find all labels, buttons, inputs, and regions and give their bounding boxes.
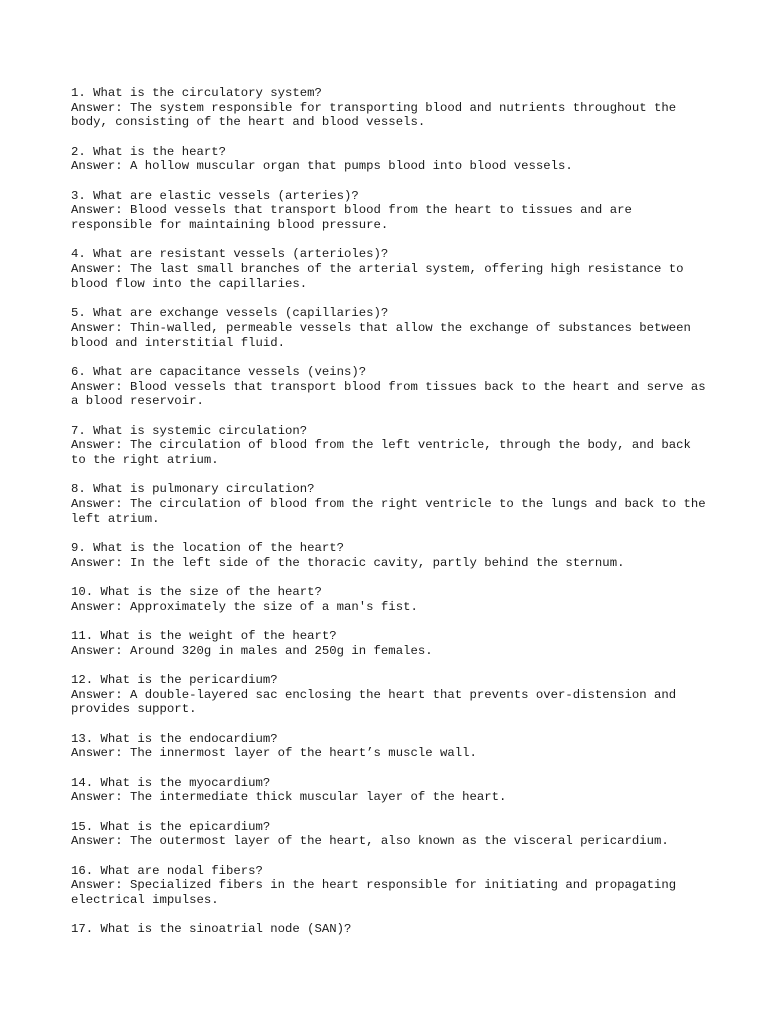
qa-item-2 [71, 145, 711, 174]
answer: Answer: Specialized fibers in the heart responsible for initiating and propagating electrical impulses. [71, 878, 684, 908]
question: 11. What is the weight of the heart? [71, 628, 337, 643]
qa-item-7 [71, 424, 711, 468]
answer: Answer: Blood vessels that transport blood from tissues back to the heart and serve as a blood reservoir. [71, 379, 714, 409]
answer: Answer: The outermost layer of the heart, also known as the visceral pericardium. [71, 834, 669, 849]
question: 5. What are exchange vessels (capillaries)? [71, 306, 389, 321]
question: 13. What is the endocardium? [71, 731, 278, 746]
qa-item-15 [71, 820, 711, 849]
answer: Answer: The system responsible for transporting blood and nutrients throughout the body, consisting of the heart and blood vessels. [71, 100, 684, 130]
answer: Answer: The intermediate thick muscular layer of the heart. [71, 790, 507, 805]
answer: Answer: The circulation of blood from the left ventricle, through the body, and back to the right atrium. [71, 438, 699, 467]
qa-item-6 [71, 364, 714, 409]
qa-item-14 [71, 776, 711, 805]
question: 16. What are nodal fibers? [71, 863, 263, 878]
answer: Answer: The innermost layer of the heart’s muscle wall. [71, 746, 477, 761]
question: 6. What are capacitance vessels (veins)? [71, 364, 367, 379]
qa-item-3 [71, 189, 711, 233]
qa-item-5 [71, 306, 711, 350]
qa-item-12 [71, 673, 711, 717]
answer: Answer: Around 320g in males and 250g in females. [71, 643, 433, 658]
qa-item-9 [71, 541, 711, 570]
qa-item-11 [71, 629, 711, 658]
qa-item-13 [71, 732, 711, 761]
question: 8. What is pulmonary circulation? [71, 482, 315, 497]
question: 4. What are resistant vessels (arterioles)? [71, 247, 389, 262]
answer: Answer: The circulation of blood from the right ventricle to the lungs and back to the left atrium. [71, 496, 714, 526]
answer: Answer: The last small branches of the arterial system, offering high resistance to blood flow into the capillaries. [71, 262, 691, 291]
qa-item-8 [71, 482, 714, 526]
question: 9. What is the location of the heart? [71, 540, 345, 555]
qa-item-4 [71, 247, 711, 291]
answer: Answer: Approximately the size of a man's fist. [71, 599, 418, 614]
question: 3. What are elastic vessels (arteries)? [71, 188, 359, 203]
question: 10. What is the size of the heart? [71, 584, 322, 599]
question: 7. What is systemic circulation? [71, 423, 308, 438]
qa-item-17 [71, 922, 711, 937]
question: 1. What is the circulatory system? [71, 86, 322, 100]
qa-item-16 [71, 864, 711, 908]
question: 2. What is the heart? [71, 144, 226, 159]
document-page [71, 86, 714, 952]
qa-item-1 [71, 86, 711, 130]
answer: Answer: Thin-walled, permeable vessels that allow the exchange of substances between blood and interstitial fluid. [71, 320, 699, 350]
question: 15. What is the epicardium? [71, 819, 271, 834]
answer: Answer: A hollow muscular organ that pumps blood into blood vessels. [71, 159, 573, 174]
answer: Answer: Blood vessels that transport blood from the heart to tissues and are responsible for maintaining blood pressure. [71, 203, 640, 233]
question: 17. What is the sinoatrial node (SAN)? [71, 922, 352, 937]
question: 14. What is the myocardium? [71, 775, 271, 790]
answer: Answer: In the left side of the thoracic cavity, partly behind the sternum. [71, 555, 625, 570]
question: 12. What is the pericardium? [71, 672, 278, 687]
answer: Answer: A double-layered sac enclosing the heart that prevents over-distension and provides support. [71, 687, 684, 717]
qa-item-10 [71, 585, 711, 614]
